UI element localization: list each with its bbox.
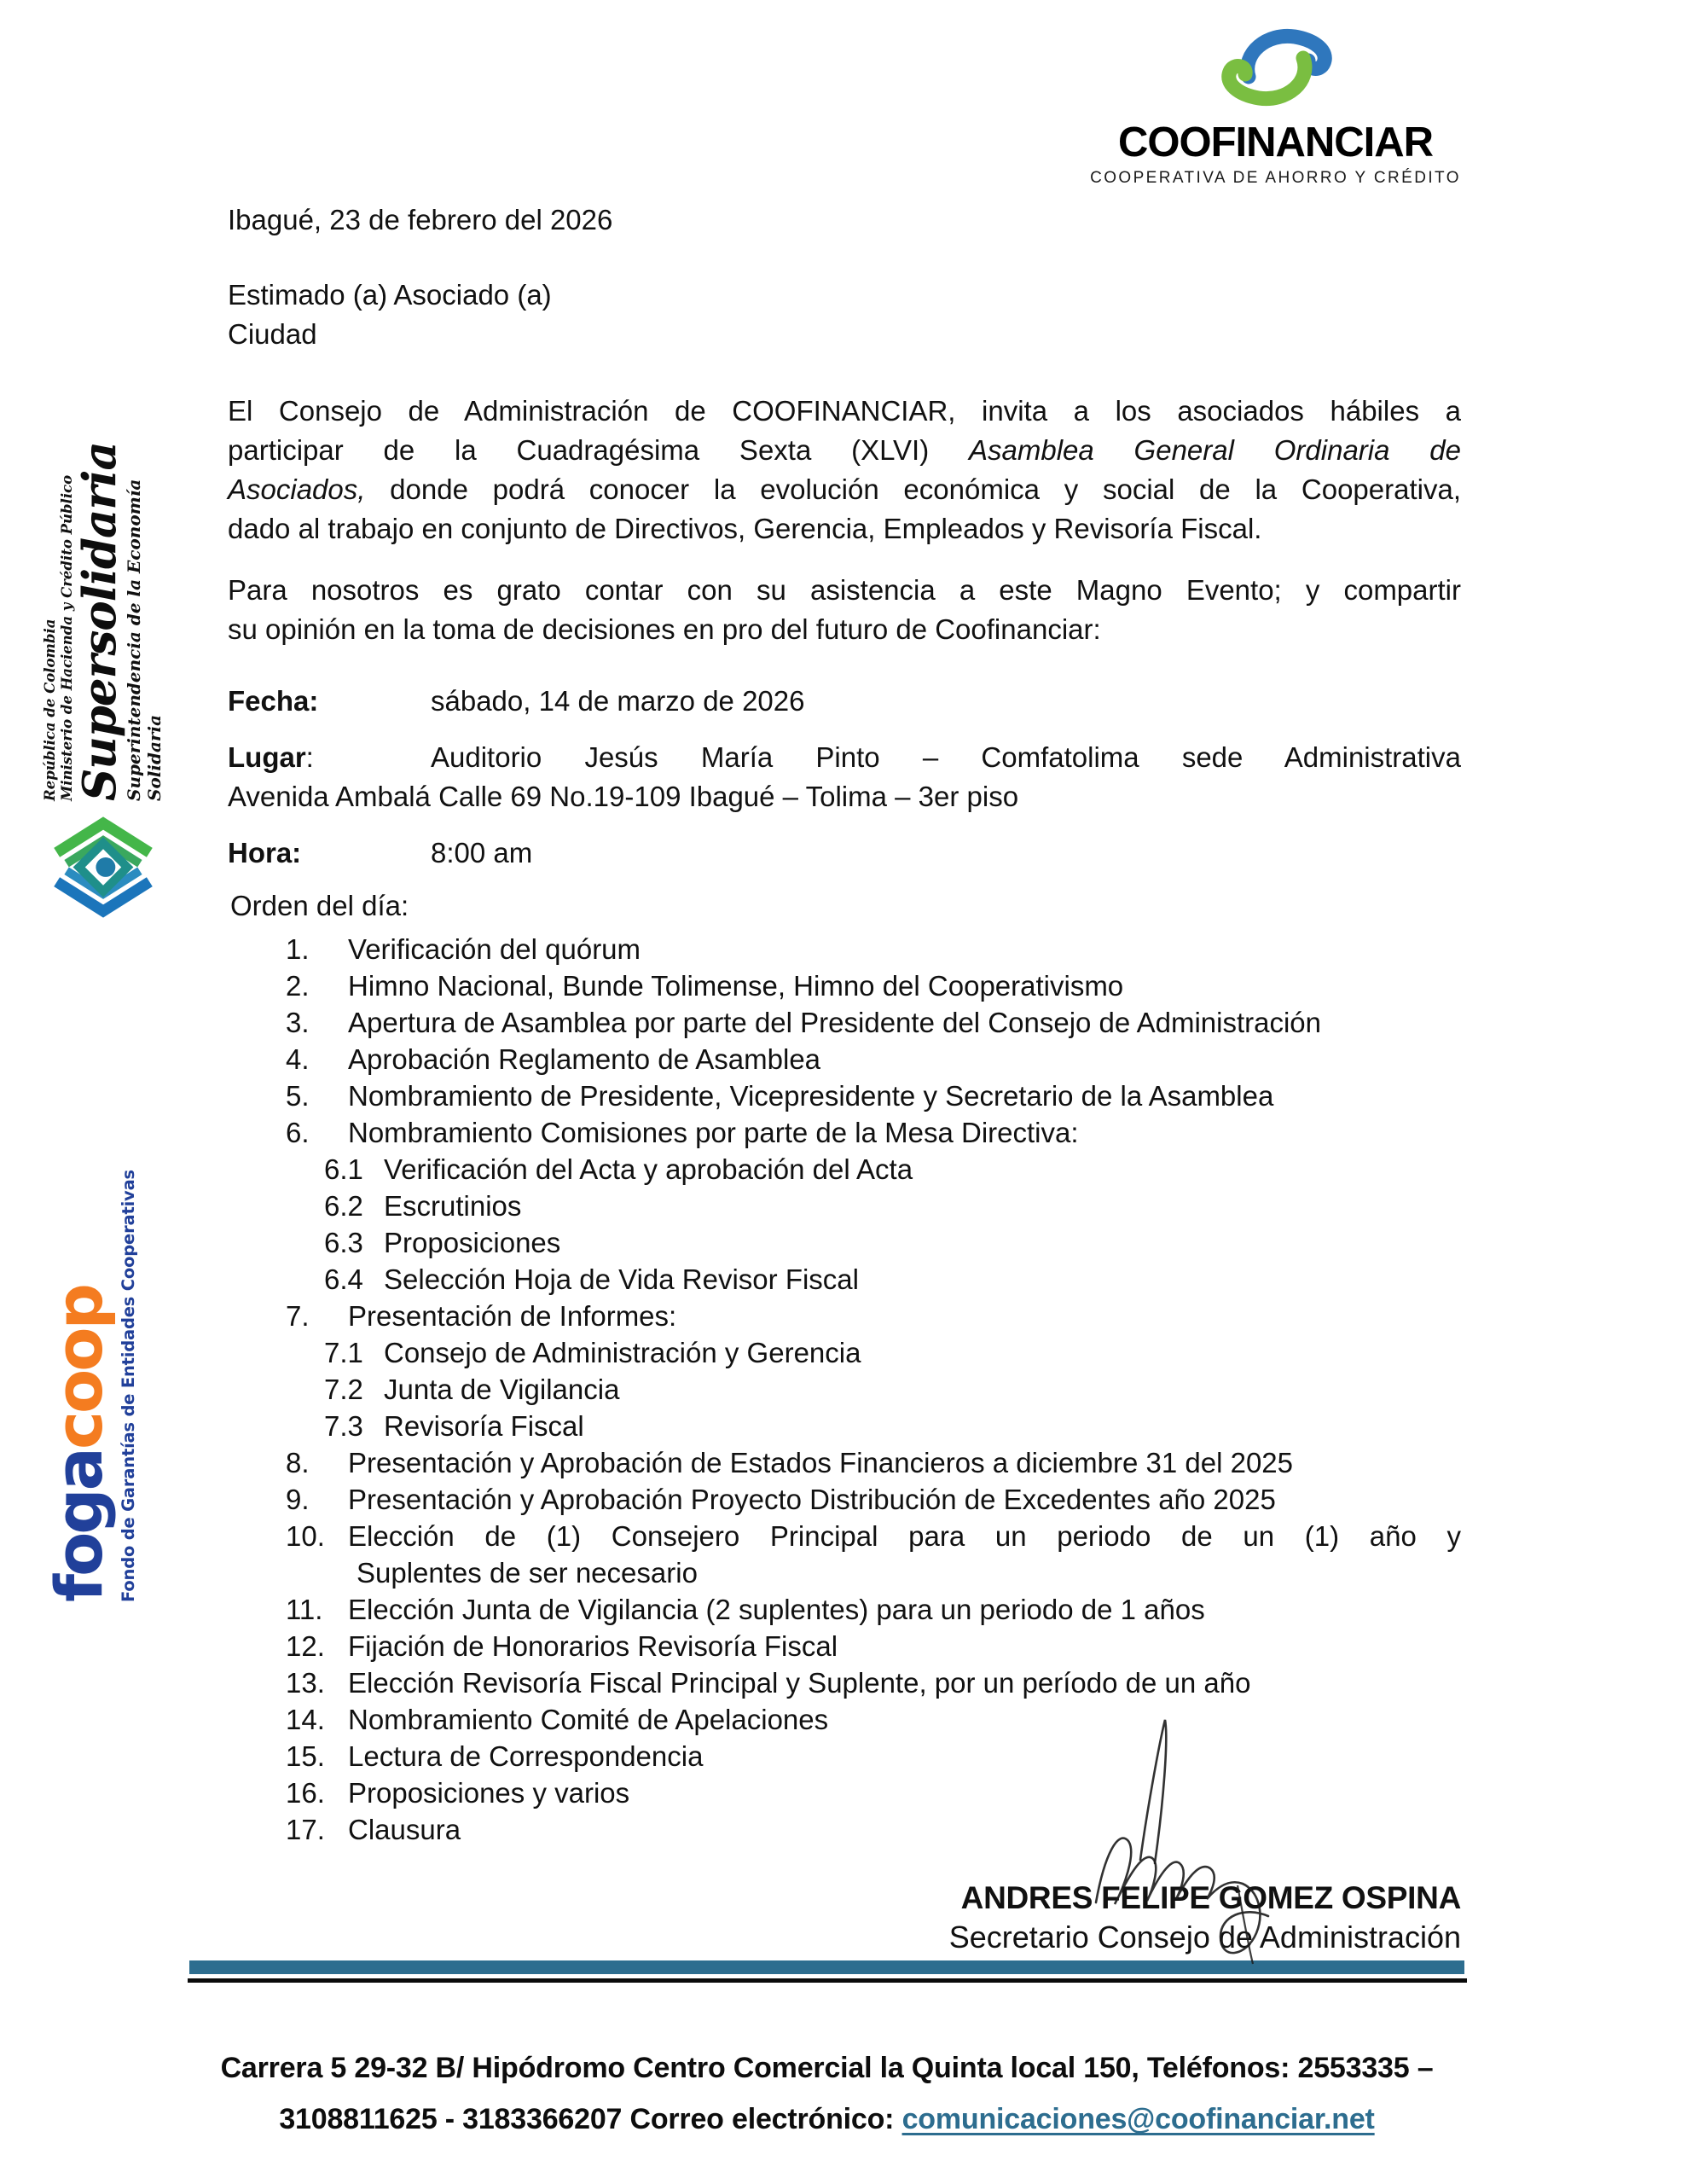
para1-line3: Asociados, donde podrá conocer la evolución económica y social de la Cooperativa, <box>228 473 1461 505</box>
agenda-item-6-4: 6.4 Selección Hoja de Vida Revisor Fiscal <box>324 1263 859 1295</box>
lugar-label: Lugar <box>228 741 306 773</box>
assembly-name-italic: Asamblea General Ordinaria de <box>969 434 1461 466</box>
field-hora <box>228 834 1461 873</box>
agenda-item-6-1: 6.1 Verificación del Acta y aprobación del Acta <box>324 1153 913 1185</box>
para2-line2: su opinión en la toma de decisiones en pro del futuro de Coofinanciar: <box>228 613 1101 645</box>
signatory-name: ANDRES FELIPE GOMEZ OSPINA <box>960 1880 1461 1915</box>
agenda-item-9: 9. Presentación y Aprobación Proyecto Distribución de Excedentes año 2025 <box>286 1484 1276 1515</box>
brand-wordmark: COOFINANCIAR <box>1117 119 1434 166</box>
supersolidaria-line2: Ministerio de Hacienda y Crédito Público <box>59 474 75 801</box>
lugar-line2: Avenida Ambalá Calle 69 No.19-109 Ibagué – Tolima – 3er piso <box>228 781 1019 812</box>
para1-line4: dado al trabajo en conjunto de Directivos, Gerencia, Empleados y Revisoría Fiscal. <box>228 513 1262 544</box>
brand-subtitle: COOPERATIVA DE AHORRO Y CRÉDITO <box>1090 169 1461 187</box>
agenda-item-10-line1: Elección de (1) Consejero Principal para un periodo de un (1) año y <box>348 1520 1461 1552</box>
salutation-recipient: Estimado (a) Asociado (a) <box>228 279 552 311</box>
footer-line1: Carrera 5 29-32 B/ Hipódromo Centro Comercial la Quinta local 150, Teléfonos: 2553335 – <box>220 2052 1434 2084</box>
para1-line1: El Consejo de Administración de COOFINANCIAR, invita a los asociados hábiles a <box>228 395 1461 427</box>
agenda-item-13: 13. Elección Revisoría Fiscal Principal y Suplente, por un período de un año <box>286 1667 1251 1699</box>
footer-contact <box>189 2042 1464 2145</box>
assembly-name-italic-cont: Asociados, <box>228 473 366 505</box>
fogacoop-word-foga: foga <box>41 1449 117 1602</box>
para1-line2: participar de la Cuadragésima Sexta (XLVI) Asamblea General Ordinaria de <box>228 434 1461 466</box>
supersolidaria-name: Supersolidaria <box>73 442 126 801</box>
hora-label: Hora: <box>228 837 302 868</box>
agenda-item-3: 3. Apertura de Asamblea por parte del Presidente del Consejo de Administración <box>286 1007 1322 1038</box>
supersolidaria-logo <box>36 401 171 928</box>
fecha-value: sábado, 14 de marzo de 2026 <box>431 685 805 717</box>
salutation-city: Ciudad <box>228 318 317 350</box>
agenda-item-7-3: 7.3 Revisoría Fiscal <box>324 1410 584 1442</box>
agenda-item-17: 17. Clausura <box>286 1814 461 1845</box>
fogacoop-logo <box>41 1154 159 1602</box>
agenda-item-16: 16. Proposiciones y varios <box>286 1777 630 1809</box>
agenda-item-6: 6. Nombramiento Comisiones por parte de la Mesa Directiva: <box>286 1117 1079 1148</box>
agenda-item-7-2: 7.2 Junta de Vigilancia <box>324 1374 620 1405</box>
supersolidaria-line1: República de Colombia <box>42 619 58 801</box>
fecha-label: Fecha: <box>228 685 319 717</box>
agenda-item-2: 2. Himno Nacional, Bunde Tolimense, Himno del Cooperativismo <box>286 970 1124 1002</box>
footer-teal-bar <box>189 1960 1464 1974</box>
signatory-role: Secretario Consejo de Administración <box>948 1920 1461 1955</box>
agenda-title: Orden del día: <box>230 890 409 921</box>
signature-block <box>228 1879 1461 1957</box>
lugar-value-1: Auditorio Jesús María Pinto – Comfatolima sede Administrativa <box>431 741 1461 773</box>
hora-value: 8:00 am <box>431 837 533 868</box>
paragraph-courtesy <box>228 571 1461 649</box>
para2-line1: Para nosotros es grato contar con su asistencia a este Magno Evento; y compartir <box>228 574 1461 606</box>
agenda-item-12: 12. Fijación de Honorarios Revisoría Fiscal <box>286 1630 838 1662</box>
agenda-list <box>228 931 1461 1848</box>
fogacoop-word-coop: coop <box>41 1286 117 1450</box>
agenda-item-10: 10. Elección de (1) Consejero Principal para un periodo de un (1) año y Suplentes de ser necesario <box>286 1518 1461 1591</box>
salutation <box>228 276 1461 354</box>
field-fecha <box>228 682 1461 721</box>
supersolidaria-tagline: Superintendencia de la Economía Solidaria <box>124 479 165 801</box>
agenda-item-5: 5. Nombramiento de Presidente, Vicepresidente y Secretario de la Asamblea <box>286 1080 1274 1112</box>
agenda-item-7: 7. Presentación de Informes: <box>286 1300 677 1332</box>
agenda-item-7-1: 7.1 Consejo de Administración y Gerencia <box>324 1337 861 1368</box>
agenda-item-8: 8. Presentación y Aprobación de Estados Financieros a diciembre 31 del 2025 <box>286 1447 1294 1478</box>
fogacoop-tagline: Fondo de Garantías de Entidades Cooperativas <box>119 1170 138 1602</box>
footer-line2: 3108811625 - 3183366207 Correo electrónico: comunicaciones@coofinanciar.net <box>279 2103 1375 2135</box>
supersolidaria-text <box>42 401 165 801</box>
agenda-item-6-2: 6.2 Escrutinios <box>324 1190 522 1222</box>
agenda-item-11: 11. Elección Junta de Vigilancia (2 suplentes) para un periodo de 1 años <box>286 1594 1205 1625</box>
agenda-item-4: 4. Aprobación Reglamento de Asamblea <box>286 1043 821 1075</box>
agenda-item-10-line2: Suplentes de ser necesario <box>357 1557 698 1589</box>
letter-content <box>220 0 1461 2145</box>
field-lugar <box>228 738 1461 816</box>
agenda-item-6-3: 6.3 Proposiciones <box>324 1227 561 1258</box>
email-link[interactable]: comunicaciones@coofinanciar.net <box>901 2103 1375 2135</box>
fogacoop-wordmark <box>41 1154 117 1602</box>
lugar-line1: Lugar: Auditorio Jesús María Pinto – Comfatolima sede Administrativa <box>228 741 1461 773</box>
agenda-item-15: 15. Lectura de Correspondencia <box>286 1740 704 1772</box>
supersolidaria-diamond-icon <box>39 806 167 928</box>
agenda-item-1: 1. Verificación del quórum <box>286 933 641 965</box>
date-line: Ibagué, 23 de febrero del 2026 <box>228 204 613 235</box>
paragraph-invitation <box>228 392 1461 549</box>
footer-black-rule <box>188 1978 1467 1983</box>
agenda-item-14: 14. Nombramiento Comité de Apelaciones <box>286 1704 829 1735</box>
